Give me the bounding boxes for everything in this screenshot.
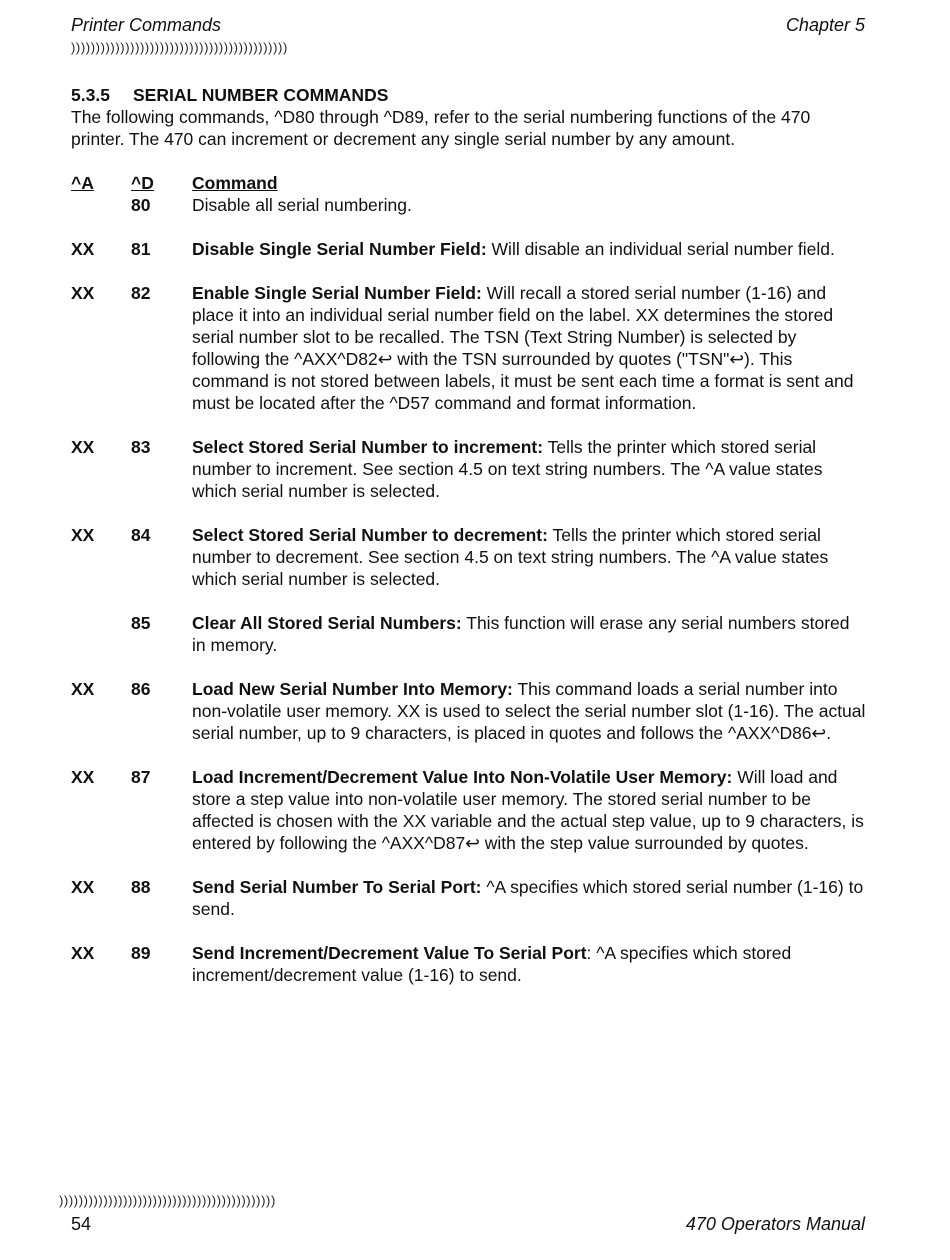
command-text: ^A specifies which stored serial number (1-16) to send. <box>192 877 864 919</box>
section-intro-block <box>71 84 867 150</box>
command-d-number: 88 <box>131 877 151 897</box>
command-text: Will recall a stored serial number (1-16) and place it into an individual serial number field on the label. XX determines the stored serial number slot to be recalled. The TSN (Text String Number) is selected by following the ^AXX^D82↩ with the TSN surrounded by quotes ("TSN"↩). This command is not stored between labels, it must be sent each time a format is sent and must be located after the ^D57 command and format information. <box>192 283 854 413</box>
command-description <box>192 612 867 656</box>
command-a-value: XX <box>71 437 95 457</box>
command-a-value: XX <box>71 943 95 963</box>
command-d-number: 83 <box>131 437 151 457</box>
command-description <box>192 194 867 216</box>
command-a-value: XX <box>71 239 95 259</box>
column-header-a: ^A <box>71 173 94 193</box>
command-row <box>71 524 867 590</box>
command-a-value: XX <box>71 767 95 787</box>
section-number: 5.3.5 <box>71 85 110 105</box>
command-text: Will load and store a step value into non-volatile user memory. The stored serial number to be affected is chosen with the XX variable and the actual step value, up to 9 characters, is entered by following the ^AXX^D87↩ with the step value surrounded by quotes. <box>192 767 864 853</box>
command-text: This function will erase any serial numbers stored in memory. <box>192 613 850 655</box>
command-row <box>71 678 867 744</box>
command-text: Will disable an individual serial number field. <box>486 239 835 259</box>
command-row <box>71 612 867 656</box>
command-description <box>192 876 867 920</box>
command-row <box>71 282 867 414</box>
command-term: Clear All Stored Serial Numbers: <box>192 613 462 633</box>
column-header-command: Command <box>192 173 278 193</box>
command-text: Tells the printer which stored serial number to decrement. See section 4.5 on text string numbers. The ^A value states which serial number is selected. <box>192 525 829 589</box>
command-term: Disable Single Serial Number Field: <box>192 239 487 259</box>
command-d-number: 84 <box>131 525 151 545</box>
command-description <box>192 282 867 414</box>
command-description <box>192 678 867 744</box>
command-term: Send Serial Number To Serial Port: <box>192 877 482 897</box>
command-term: Enable Single Serial Number Field: <box>192 283 482 303</box>
command-d-number: 89 <box>131 943 151 963</box>
command-row <box>71 766 867 854</box>
command-a-value: XX <box>71 679 95 699</box>
page-number: 54 <box>71 1214 92 1234</box>
command-d-number: 81 <box>131 239 151 259</box>
command-term: Load Increment/Decrement Value Into Non-Volatile User Memory: <box>192 767 733 787</box>
command-description <box>192 942 867 986</box>
header-chapter: Chapter 5 <box>785 15 865 35</box>
command-d-number: 87 <box>131 767 151 787</box>
command-text: Disable all serial numbering. <box>192 195 412 215</box>
command-list <box>71 172 867 1008</box>
section-heading <box>71 84 867 106</box>
footer-decoration: )))))))))))))))))))))))))))))))))))))))))))) <box>59 1193 276 1208</box>
command-a-value: XX <box>71 525 95 545</box>
command-term: Select Stored Serial Number to decrement: <box>192 525 548 545</box>
command-d-number: 80 <box>131 195 151 215</box>
command-term: Send Increment/Decrement Value To Serial Port <box>192 943 587 963</box>
command-a-value: XX <box>71 283 95 303</box>
command-description <box>192 766 867 854</box>
section-intro: The following commands, ^D80 through ^D89, refer to the serial numbering functions of the 470 printer. The 470 can increment or decrement any single serial number by any amount. <box>71 107 811 149</box>
manual-title: 470 Operators Manual <box>685 1214 865 1234</box>
header-decoration: )))))))))))))))))))))))))))))))))))))))))))) <box>71 40 288 55</box>
command-row <box>71 942 867 986</box>
command-description <box>192 436 867 502</box>
column-header-d: ^D <box>131 173 154 193</box>
command-text: This command loads a serial number into non-volatile user memory. XX is used to select the serial number slot (1-16). The actual serial number, up to 9 characters, is placed in quotes and follows the ^AXX^D86↩. <box>192 679 866 743</box>
command-description <box>192 524 867 590</box>
section-title: SERIAL NUMBER COMMANDS <box>133 85 389 105</box>
command-term: Select Stored Serial Number to increment: <box>192 437 544 457</box>
command-term: Load New Serial Number Into Memory: <box>192 679 513 699</box>
command-a-value: XX <box>71 877 95 897</box>
header-section-title: Printer Commands <box>71 15 222 35</box>
command-text: : ^A specifies which stored increment/decrement value (1-16) to send. <box>192 943 792 985</box>
command-text: Tells the printer which stored serial number to increment. See section 4.5 on text string numbers. The ^A value states which serial number is selected. <box>192 437 823 501</box>
command-row <box>71 238 867 260</box>
command-d-number: 85 <box>131 613 151 633</box>
command-row <box>71 876 867 920</box>
column-headers <box>71 172 867 194</box>
command-row <box>71 194 867 216</box>
command-d-number: 86 <box>131 679 151 699</box>
command-d-number: 82 <box>131 283 151 303</box>
command-row <box>71 436 867 502</box>
command-description <box>192 238 867 260</box>
